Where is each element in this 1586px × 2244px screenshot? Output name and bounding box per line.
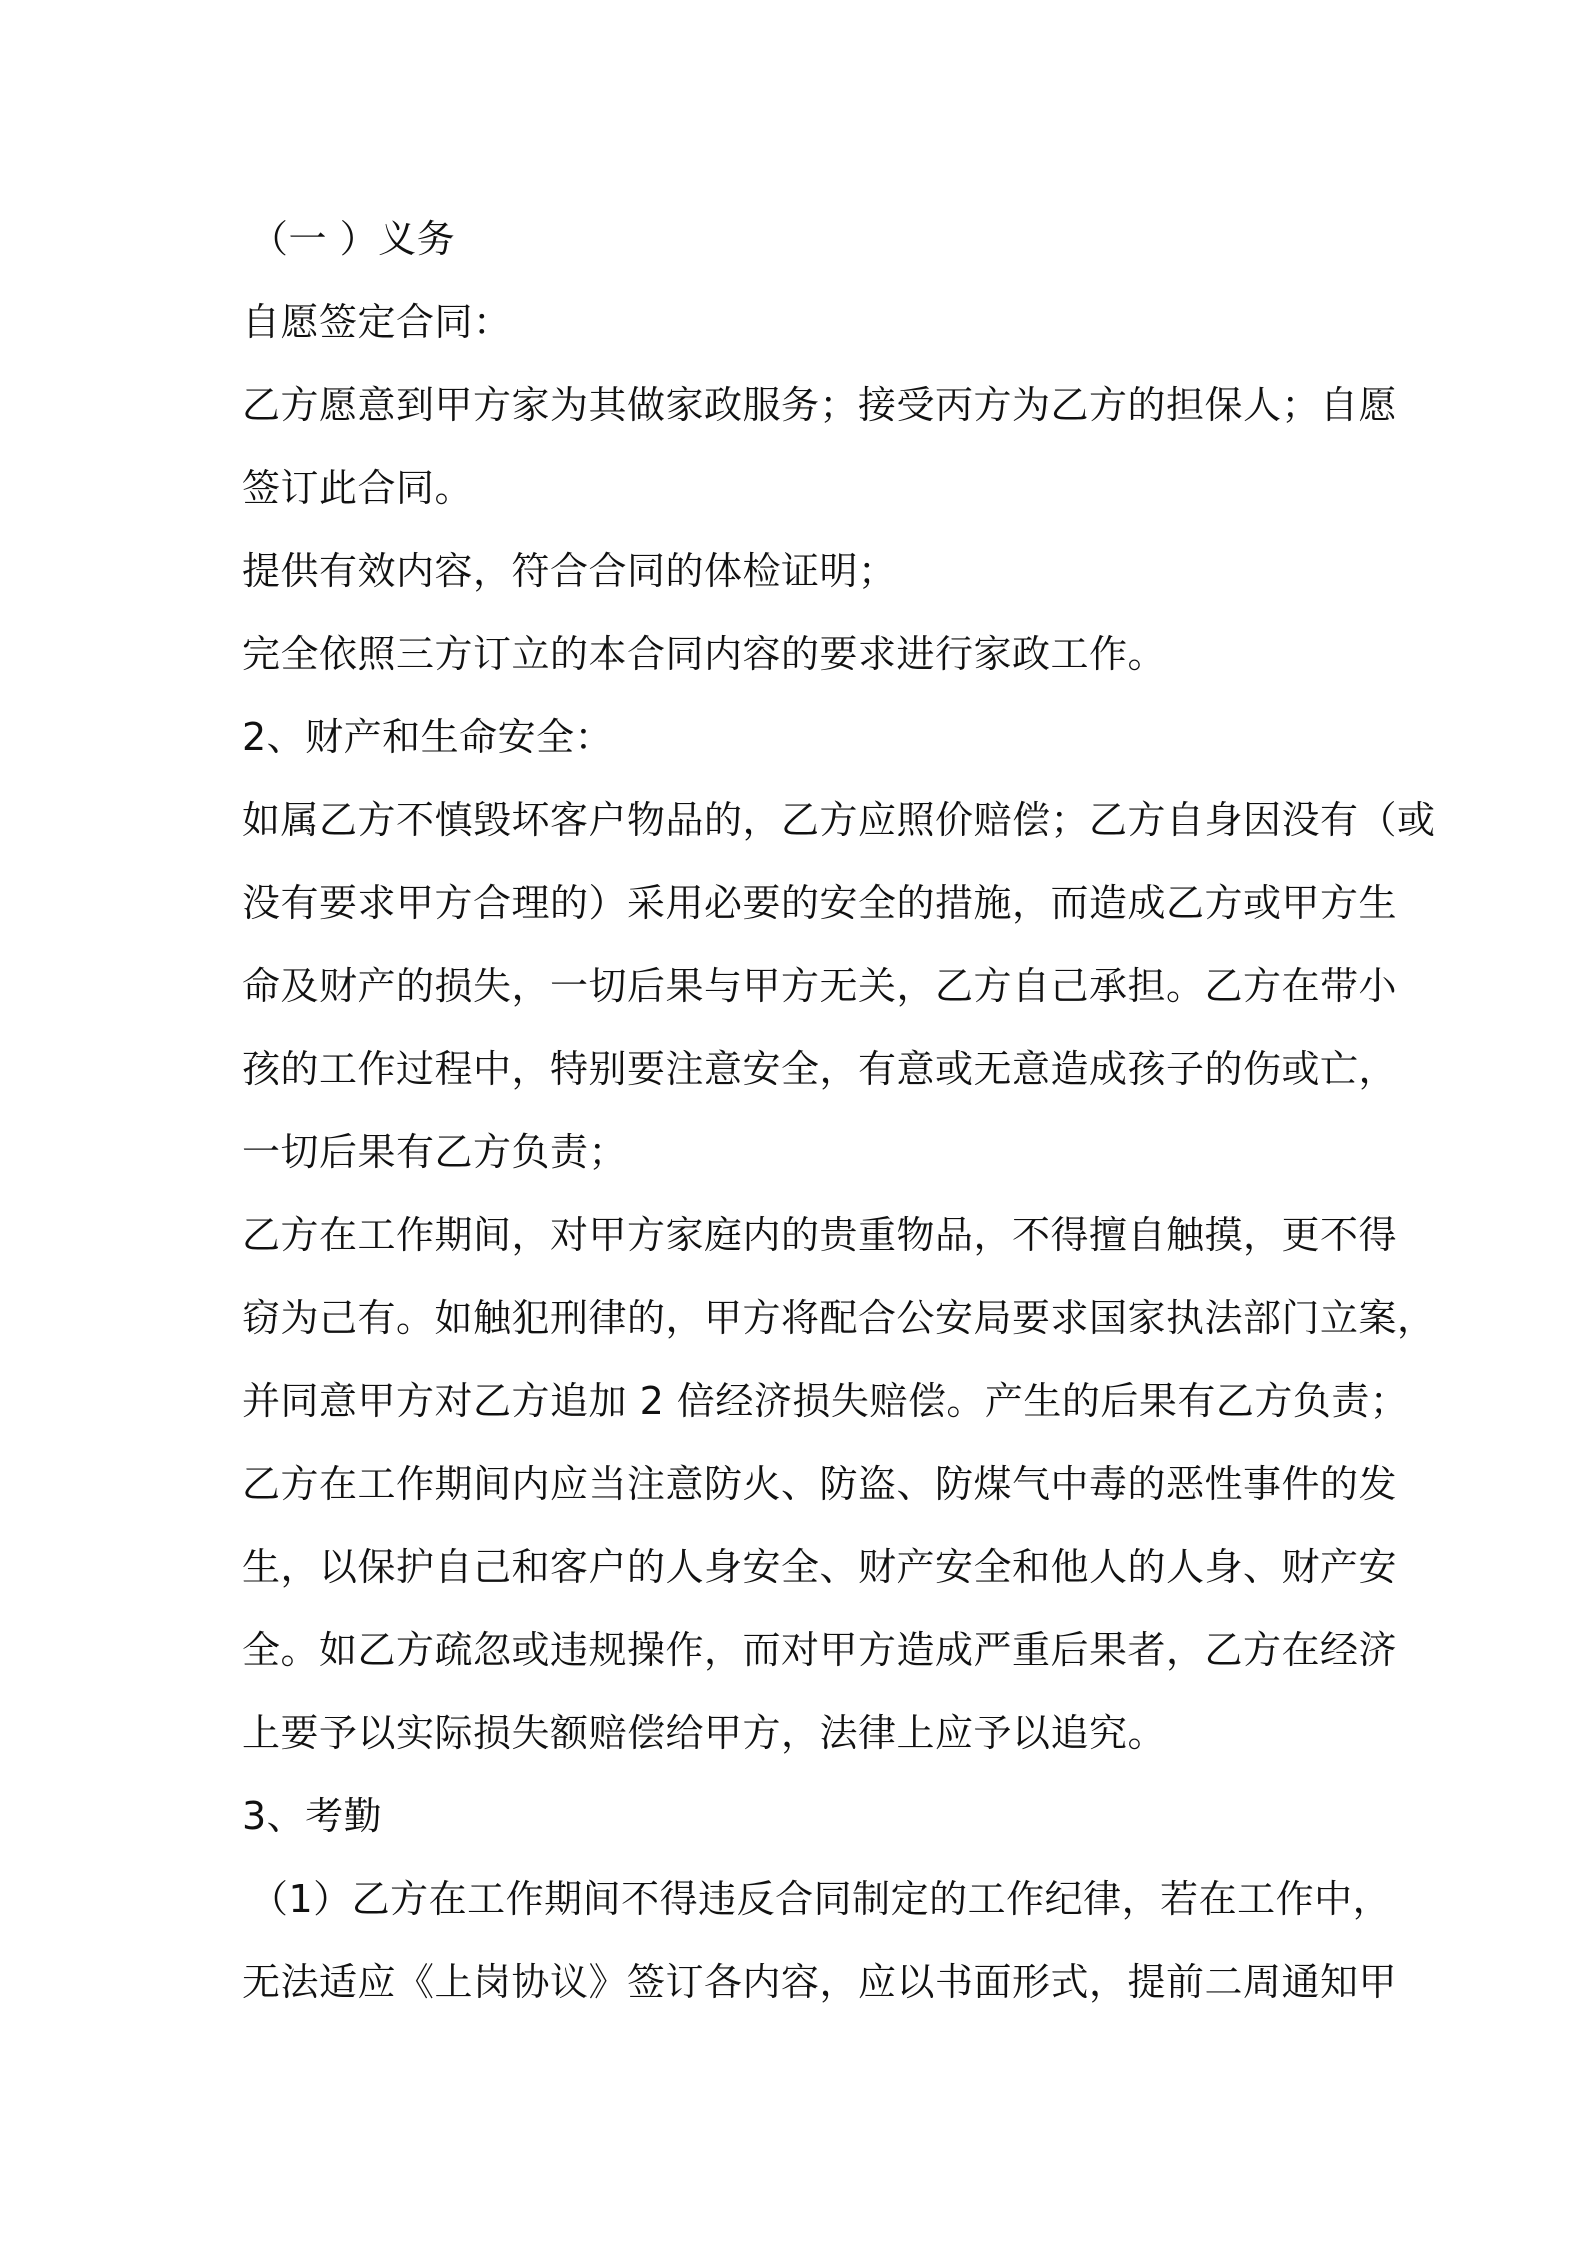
paragraph-line: 一切后果有乙方负责； — [242, 1130, 628, 1174]
paragraph-line: 乙方愿意到甲方家为其做家政服务；接受丙方为乙方的担保人；自愿 — [242, 383, 1398, 427]
paragraph-line: 没有要求甲方合理的）采用必要的安全的措施，而造成乙方或甲方生 — [242, 881, 1398, 925]
paragraph-line: 孩的工作过程中，特别要注意安全，有意或无意造成孩子的伤或亡， — [242, 1047, 1398, 1091]
document-body — [242, 198, 1436, 2024]
section-heading-safety: 2、财产和生命安全： — [242, 715, 614, 759]
paragraph-line: 窃为己有。如触犯刑律的，甲方将配合公安局要求国家执法部门立案， — [242, 1296, 1436, 1340]
paragraph-line: 上要予以实际损失额赔偿给甲方，法律上应予以追究。 — [242, 1711, 1167, 1755]
paragraph-line: 完全依照三方订立的本合同内容的要求进行家政工作。 — [242, 632, 1167, 676]
paragraph-line: 提供有效内容，符合合同的体检证明； — [242, 549, 897, 593]
paragraph-line: 命及财产的损失，一切后果与甲方无关，乙方自己承担。乙方在带小 — [242, 964, 1398, 1008]
paragraph-line: 全。如乙方疏忽或违规操作，而对甲方造成严重后果者，乙方在经济 — [242, 1628, 1398, 1672]
paragraph-line: 签订此合同。 — [242, 466, 474, 510]
section-heading-attendance: 3、考勤 — [242, 1794, 383, 1838]
paragraph-line: 并同意甲方对乙方追加 2 倍经济损失赔偿。产生的后果有乙方负责； — [242, 1379, 1409, 1423]
section-heading-obligations: （一 ）义务 — [250, 217, 456, 261]
paragraph-line: 乙方在工作期间内应当注意防火、防盗、防煤气中毒的恶性事件的发 — [242, 1462, 1398, 1506]
subheading-voluntary-contract: 自愿签定合同： — [242, 300, 512, 344]
paragraph-line: 乙方在工作期间，对甲方家庭内的贵重物品，不得擅自触摸，更不得 — [242, 1213, 1398, 1257]
paragraph-line: 无法适应《上岗协议》签订各内容，应以书面形式，提前二周通知甲 — [242, 1960, 1398, 2004]
paragraph-line: 生，以保护自己和客户的人身安全、财产安全和他人的人身、财产安 — [242, 1545, 1398, 1589]
paragraph-line: （1）乙方在工作期间不得违反合同制定的工作纪律，若在工作中， — [250, 1877, 1392, 1921]
paragraph-line: 如属乙方不慎毁坏客户物品的，乙方应照价赔偿；乙方自身因没有（或 — [242, 798, 1436, 842]
